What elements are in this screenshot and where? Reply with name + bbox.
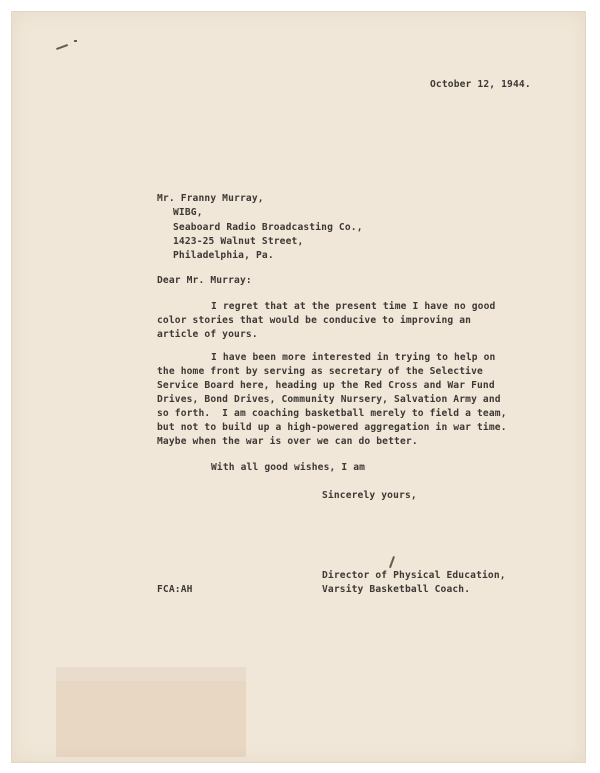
letter-page (12, 12, 585, 762)
body-line: so forth. I am coaching basketball merely to field a team, (157, 408, 507, 419)
salutation: Dear Mr. Murray: (157, 275, 252, 286)
body-line: but not to build up a high-powered aggregation in war time. (157, 422, 507, 433)
signature-title-line: Director of Physical Education, (322, 570, 506, 581)
body-line: Drives, Bond Drives, Community Nursery, Salvation Army and (157, 394, 501, 405)
paper-stain-edge (56, 667, 246, 681)
pencil-mark (56, 44, 68, 50)
complimentary-close: Sincerely yours, (322, 490, 417, 501)
letter-date: October 12, 1944. (430, 79, 531, 90)
recipient-line: Seaboard Radio Broadcasting Co., (173, 222, 363, 233)
body-line: article of yours. (157, 329, 258, 340)
body-line: Maybe when the war is over we can do better. (157, 436, 418, 447)
body-line: color stories that would be conducive to improving an (157, 315, 472, 326)
body-line: I have been more interested in trying to help on (211, 352, 496, 363)
recipient-line: Mr. Franny Murray, (157, 193, 264, 204)
pencil-mark (74, 40, 77, 42)
recipient-line: WIBG, (173, 207, 203, 218)
body-line: I regret that at the present time I have no good (211, 301, 496, 312)
closing-line: With all good wishes, I am (211, 462, 366, 473)
recipient-line: Philadelphia, Pa. (173, 250, 274, 261)
recipient-line: 1423-25 Walnut Street, (173, 236, 304, 247)
body-line: Service Board here, heading up the Red Cross and War Fund (157, 380, 495, 391)
signature-title-line: Varsity Basketball Coach. (322, 584, 471, 595)
pen-tick-mark (389, 556, 395, 568)
reference-initials: FCA:AH (157, 584, 193, 595)
body-line: the home front by serving as secretary of the Selective (157, 366, 483, 377)
